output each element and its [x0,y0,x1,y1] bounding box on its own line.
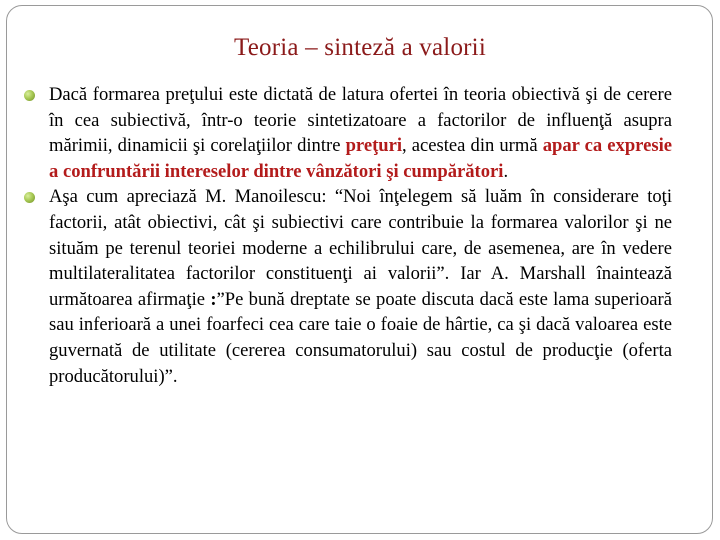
bullet-2-quote: ”Pe bună dreptate se poate discuta dacă este lama superioară sau inferioară a unei foarfeci cea care taie o foaie de hârtie, ca şi dacă valoarea este guvernată de utilitate (cererea consumatorului) sau costul de producţie (oferta producătorului)”. [49,288,672,387]
bullet-item-1 [22,82,672,184]
bullet-1-text-end: . [503,160,509,182]
slide-title: Teoria – sinteză a valorii [234,34,486,61]
slide-content [22,82,672,389]
bullet-1-highlight-conclusion: apar ca expresie a confruntării intereselor dintre vânzători şi cumpărători [49,135,672,182]
bullet-1-text-middle: , acestea din urmă [402,135,543,157]
bullet-2-text-start: Aşa cum apreciază M. Manoilescu: “Noi înţelegem să luăm în considerare toţi factorii, atât obiectivi, cât şi subiectivi care contribuie la formarea valorilor şi ne situăm pe terenul teoriei moderne a echilibrului care, de asemenea, are în vedere multilateralitatea factorilor constituenţi ai valorii”. Iar A. Marshall înaintează următoarea afirmaţie [49,186,672,310]
bullet-1-text-start: Dacă formarea preţului este dictată de latura ofertei în teoria obiectivă şi de cerere în cea subiectivă, într-o teorie sintetizatoare a factorilor de influenţă asupra mărimii, dinamicii şi corelaţiilor dintre [49,84,672,157]
green-circle-bullet-icon [24,192,35,203]
green-circle-bullet-icon [24,90,35,101]
bullet-1-highlight-preturi: preţuri [345,135,403,157]
bullet-2-colon: : [210,288,217,310]
bullet-item-2 [22,184,672,389]
